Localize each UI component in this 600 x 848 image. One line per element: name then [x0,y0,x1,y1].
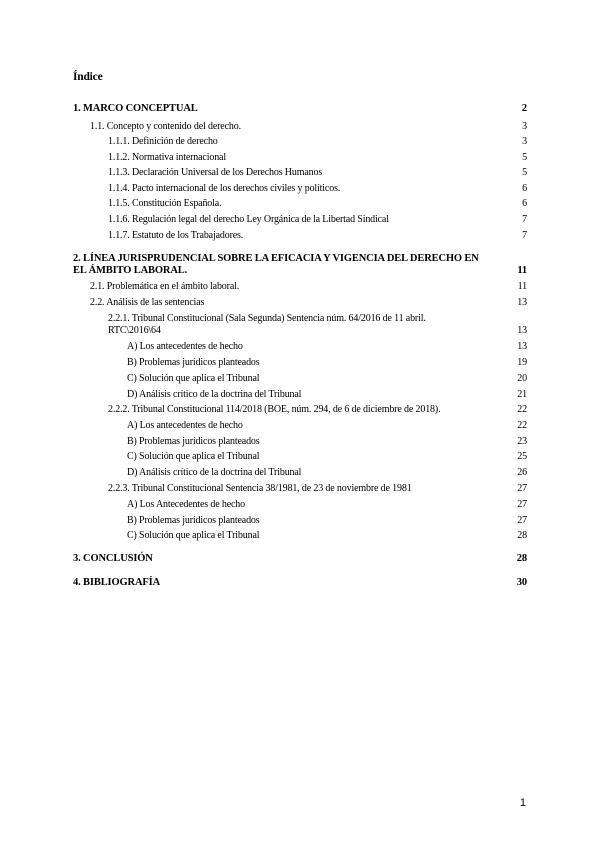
toc-entry-page: 20 [517,373,527,384]
toc-entry-page: 26 [517,467,527,478]
toc-entry-page: 27 [517,515,527,526]
toc-entry-page: 25 [517,451,527,462]
toc-entry-text: D) Análisis crítico de la doctrina del Tribunal [127,467,302,478]
toc-entry-page: 27 [517,483,527,494]
toc-entry-text: 2.2.2. Tribunal Constitucional 114/2018 (BOE, núm. 294, de 6 de diciembre de 2018). [108,404,441,415]
toc-entry-page: 5 [522,152,527,163]
toc-entry-page: 3 [522,121,527,132]
toc-entry-page: 2 [521,103,527,114]
toc-entry-text: 2.2.3. Tribunal Constitucional Sentencia 38/1981, de 23 de noviembre de 1981 [108,483,412,494]
toc-entry-text: 1. MARCO CONCEPTUAL [73,103,198,114]
toc-entry-text: 2.1. Problemática en el ámbito laboral. [90,281,240,292]
toc-entry-text: B) Problemas jurídicos planteados [127,515,260,526]
toc-entry-text: 1.1.1. Definición de derecho [108,136,218,147]
toc-entry-page: 13 [517,297,527,308]
toc-entry-text: A) Los antecedentes de hecho [127,420,243,431]
toc-entry-page: 6 [522,198,527,209]
toc-entry-page: 11 [517,265,527,276]
toc-entry-text: 1.1.6. Regulación legal del derecho Ley Orgánica de la Libertad Sindical [108,214,389,225]
toc-entry-text: B) Problemas jurídicos planteados [127,357,260,368]
toc-entry-page: 19 [517,357,527,368]
toc-entry-text: C) Solución que aplica el Tribunal [127,451,260,462]
toc-entry-page: 30 [516,577,527,588]
toc-entry-text: 1.1.3. Declaración Universal de los Derechos Humanos [108,167,323,178]
page-number: 1 [519,797,526,809]
toc-entry-page: 27 [517,499,527,510]
toc-entry-page: 22 [517,404,527,415]
toc-entry-page: 21 [517,389,527,400]
toc-entry-page: 28 [516,553,527,564]
toc-entry-page: 5 [522,167,527,178]
toc-entry-text [73,253,479,277]
toc-entry-text: 1.1.7. Estatuto de los Trabajadores. [108,230,244,241]
toc-entry-page: 13 [517,341,527,352]
toc-entry-text-line-2: RTC\2016\64 [108,325,161,336]
toc-entry-page: 23 [517,436,527,447]
toc-entry-text: A) Los antecedentes de hecho [127,341,243,352]
toc-entry-text-line-1: 2. LÍNEA JURISPRUDENCIAL SOBRE LA EFICACIA Y VIGENCIA DEL DERECHO EN [73,253,479,264]
toc-entry-text: 1.1. Concepto y contenido del derecho. [90,121,241,132]
toc-entry-text: 3. CONCLUSIÓN [73,553,153,564]
toc-entry-text: C) Solución que aplica el Tribunal [127,530,260,541]
toc-entry-page: 6 [522,183,527,194]
toc-entry-text: A) Los Antecedentes de hecho [127,499,245,510]
toc-entry-page: 11 [517,281,527,292]
toc-entry-page: 3 [522,136,527,147]
toc-entry-page: 22 [517,420,527,431]
toc-entry-text: 1.1.4. Pacto internacional de los derechos civiles y políticos. [108,183,341,194]
toc-entry-text: 1.1.2. Normativa internacional [108,152,226,163]
toc-entry-page: 28 [517,530,527,541]
toc-entry-page: 7 [522,214,527,225]
toc-entry-text-line-1: 2.2.1. Tribunal Constitucional (Sala Segunda) Sentencia núm. 64/2016 de 11 abril. [108,313,426,324]
toc-entry-text: D) Análisis crítico de la doctrina del Tribunal [127,389,302,400]
toc-entry-text [108,313,426,337]
toc-entry-text: 4. BIBLIOGRAFÍA [73,577,161,588]
toc-entry-text: C) Solución que aplica el Tribunal [127,373,260,384]
toc-entry-page: 7 [522,230,527,241]
toc-entry-text: 2.2. Análisis de las sentencias [90,297,205,308]
toc-entry-text: 1.1.5. Constitución Española. [108,198,222,209]
toc-entry-page: 13 [517,325,527,336]
toc-entry-text: B) Problemas jurídicos planteados [127,436,260,447]
page-title: Índice [73,71,103,83]
toc-entry-text-line-2: EL ÁMBITO LABORAL. [73,265,188,276]
